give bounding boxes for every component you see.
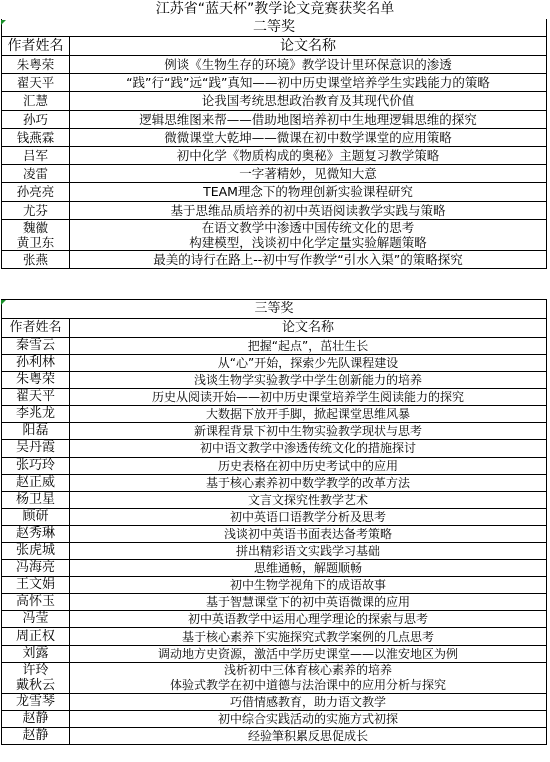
table-row (2, 491, 547, 508)
title-cell: TEAM理念下的物理创新实验课程研究 (70, 183, 547, 201)
title-cell: 初中英语口语教学分析及思考 (70, 508, 547, 525)
author-cell: 赵正威 (2, 474, 70, 491)
title-cell: 一字著精妙，见微知大意 (70, 165, 547, 183)
second-prize-label: 二等奖 (2, 19, 547, 37)
second-prize-section (0, 19, 550, 269)
author-cell: 魏徽 黄卫东 (2, 219, 70, 250)
author-cell: 朱粤荣 (2, 56, 70, 74)
author-cell: 许玲 戴秋云 (2, 662, 70, 693)
author-cell: 杨卫星 (2, 491, 70, 508)
author-cell: 高怀玉 (2, 594, 70, 611)
author-cell: 赵秀琳 (2, 525, 70, 542)
author-cell: 翟天平 (2, 389, 70, 406)
author-cell: 顾研 (2, 508, 70, 525)
title-cell: 基于核心素养下实施探究式教学案例的几点思考 (70, 628, 547, 645)
author-cell: 秦雪云 (2, 337, 70, 354)
author-cell: 吕军 (2, 146, 70, 164)
author-cell: 吴丹霞 (2, 440, 70, 457)
author-column-header: 作者姓名 (2, 37, 70, 56)
author-cell: 赵静 (2, 710, 70, 727)
table-row (2, 645, 547, 662)
author-cell: 孙亮亮 (2, 183, 70, 201)
table-row (2, 406, 547, 423)
title-cell: 论我国考统思想政治教育及其现代价值 (70, 92, 547, 110)
title-cell: 历史表格在初中历史考试中的应用 (70, 457, 547, 474)
table-row (2, 710, 547, 727)
cell-comment-marker-icon (1, 300, 6, 305)
table-row (2, 508, 547, 525)
author-cell: 尤芬 (2, 201, 70, 219)
title-cell: 基于思维品质培养的初中英语阅读教学实践与策略 (70, 201, 547, 219)
title-cell: “践”行“践”远“践”真知——初中历史课堂培养学生实践能力的策略 (70, 74, 547, 92)
title-cell: 经验筆积累反思促成长 (70, 727, 547, 744)
table-row (2, 457, 547, 474)
table-row (2, 543, 547, 560)
author-column-header: 作者姓名 (2, 318, 70, 337)
table-row (2, 219, 547, 250)
author-cell: 冯莹 (2, 611, 70, 628)
title-cell: 浅析初中三体育核心素养的培养 体验式教学在初中道德与法治课中的应用分析与探究 (70, 662, 547, 693)
title-cell: 调动地方史资源，激活中学历史课堂——以淮安地区为例 (70, 645, 547, 662)
title-cell: 历史从阅读开始——初中历史课堂培养学生阅读能力的探究 (70, 389, 547, 406)
table-row (2, 337, 547, 354)
author-cell: 刘露 (2, 645, 70, 662)
table-row (2, 56, 547, 74)
table-row (2, 146, 547, 164)
title-cell: 浅谈初中英语书面表达备考策略 (70, 525, 547, 542)
table-row (2, 354, 547, 371)
third-prize-label: 三等奖 (2, 299, 547, 318)
document-title: 江苏省“蓝天杯”教学论文竞赛获奖名单 (155, 1, 395, 17)
table-row (2, 693, 547, 710)
author-cell: 周正权 (2, 628, 70, 645)
author-cell: 汇慧 (2, 92, 70, 110)
title-cell: 文言文探究性教学艺术 (70, 491, 547, 508)
title-cell: 新课程背景下初中生物实验教学现状与思考 (70, 423, 547, 440)
author-cell: 赵静 (2, 727, 70, 744)
title-cell: 巧借情感教育，助力语文教学 (70, 693, 547, 710)
title-cell: 思维通畅，解题顺畅 (70, 560, 547, 577)
author-cell: 龙雪琴 (2, 693, 70, 710)
second-prize-table (1, 19, 547, 269)
title-cell: 初中英语教学中运用心理学理论的探索与思考 (70, 611, 547, 628)
author-cell: 朱粤荣 (2, 372, 70, 389)
title-cell: 初中生物学视角下的成语故事 (70, 577, 547, 594)
third-prize-table (1, 299, 547, 745)
table-row (2, 423, 547, 440)
title-cell: 最美的诗行在路上--初中写作教学“引水入渠”的策略探究 (70, 250, 547, 268)
table-row (2, 74, 547, 92)
author-cell: 张虎城 (2, 543, 70, 560)
author-cell: 翟天平 (2, 74, 70, 92)
table-row (2, 560, 547, 577)
author-cell: 冯海亮 (2, 560, 70, 577)
table-row (2, 183, 547, 201)
author-cell: 孙利林 (2, 354, 70, 371)
table-row (2, 727, 547, 744)
title-cell: 把握“起点”，茁壮生长 (70, 337, 547, 354)
title-cell: 大数据下放开手脚，掀起课堂思维风暴 (70, 406, 547, 423)
author-cell: 孙巧 (2, 110, 70, 128)
table-row (2, 110, 547, 128)
table-row (2, 525, 547, 542)
title-cell: 基于核心素养初中数学教学的改革方法 (70, 474, 547, 491)
title-cell: 初中语文教学中渗透传统文化的措施探讨 (70, 440, 547, 457)
title-cell: 基于智慧课堂下的初中英语微课的应用 (70, 594, 547, 611)
title-cell: 从“心”开始，探索少先队课程建设 (70, 354, 547, 371)
author-cell: 阳磊 (2, 423, 70, 440)
author-cell: 钱燕霖 (2, 128, 70, 146)
title-cell: 例谈《生物生存的环境》教学设计里环保意识的渗透 (70, 56, 547, 74)
author-cell: 凌雷 (2, 165, 70, 183)
author-cell: 王文娟 (2, 577, 70, 594)
table-row (2, 250, 547, 268)
table-row (2, 389, 547, 406)
author-cell: 张燕 (2, 250, 70, 268)
table-row (2, 372, 547, 389)
title-cell: 微微课堂大乾坤——微课在初中数学课堂的应用策略 (70, 128, 547, 146)
table-row (2, 577, 547, 594)
table-row (2, 201, 547, 219)
title-column-header: 论文名称 (70, 318, 547, 337)
title-cell: 逻辑思维图来帮——借助地图培养初中生地理逻辑思维的探究 (70, 110, 547, 128)
title-cell: 浅谈生物学实验教学中学生创新能力的培养 (70, 372, 547, 389)
table-row (2, 628, 547, 645)
table-row (2, 92, 547, 110)
table-row (2, 611, 547, 628)
title-cell: 拼出精彩语文实践学习基础 (70, 543, 547, 560)
third-prize-section (0, 299, 550, 745)
table-row (2, 474, 547, 491)
table-row (2, 165, 547, 183)
table-row (2, 594, 547, 611)
author-cell: 李兆龙 (2, 406, 70, 423)
table-row (2, 440, 547, 457)
title-cell: 在语文教学中渗透中国传统文化的思考 构建模型，浅谈初中化学定量实验解题策略 (70, 219, 547, 250)
cell-comment-marker-icon (1, 20, 6, 25)
title-cell: 初中化学《物质构成的奥秘》主题复习教学策略 (70, 146, 547, 164)
table-row (2, 662, 547, 693)
table-row (2, 128, 547, 146)
title-cell: 初中综合实践活动的实施方式初探 (70, 710, 547, 727)
author-cell: 张巧玲 (2, 457, 70, 474)
title-column-header: 论文名称 (70, 37, 547, 56)
